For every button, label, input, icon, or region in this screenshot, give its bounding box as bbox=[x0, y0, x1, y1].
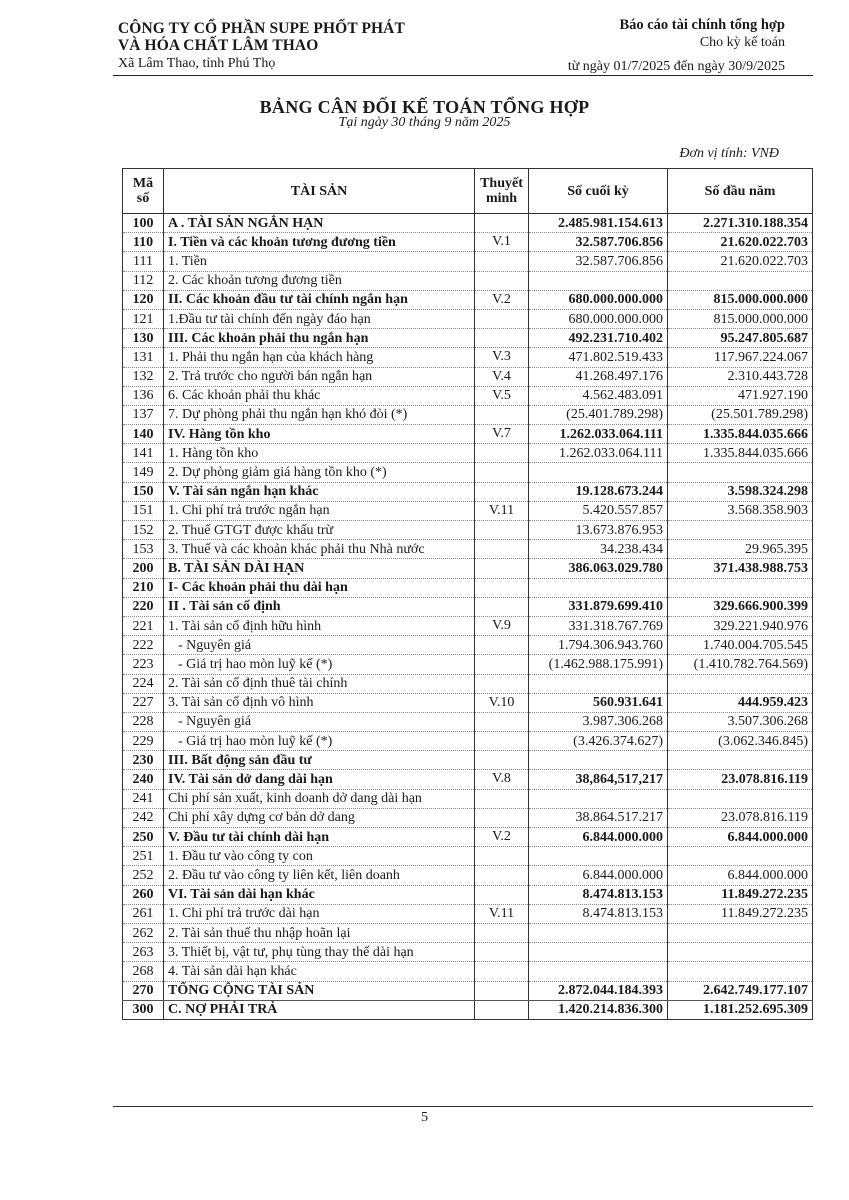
row-code: 100 bbox=[123, 214, 164, 233]
header-note: Thuyết minh bbox=[475, 169, 529, 214]
row-ending-balance: 1.420.214.836.300 bbox=[529, 1000, 668, 1019]
row-ending-balance: 34.238.434 bbox=[529, 540, 668, 559]
row-code: 224 bbox=[123, 674, 164, 693]
row-beginning-balance: 2.310.443.728 bbox=[668, 367, 813, 386]
row-ending-balance bbox=[529, 751, 668, 770]
row-beginning-balance: 1.740.004.705.545 bbox=[668, 636, 813, 655]
report-header bbox=[568, 17, 785, 75]
row-ending-balance bbox=[529, 789, 668, 808]
row-note: V.8 bbox=[475, 770, 529, 789]
row-ending-balance bbox=[529, 674, 668, 693]
table-header-row bbox=[123, 169, 813, 214]
row-beginning-balance: 3.568.358.903 bbox=[668, 501, 813, 520]
footer-divider bbox=[113, 1106, 813, 1107]
header-assets: TÀI SẢN bbox=[164, 169, 475, 214]
row-note: V.1 bbox=[475, 233, 529, 252]
table-row bbox=[123, 521, 813, 540]
company-name-line2: VÀ HÓA CHẤT LÂM THAO bbox=[118, 37, 319, 54]
row-beginning-balance bbox=[668, 923, 813, 942]
table-row bbox=[123, 309, 813, 328]
row-ending-balance: 386.063.029.780 bbox=[529, 559, 668, 578]
table-row bbox=[123, 770, 813, 789]
row-note: V.5 bbox=[475, 386, 529, 405]
row-note bbox=[475, 847, 529, 866]
document-subtitle: Tại ngày 30 tháng 9 năm 2025 bbox=[338, 115, 511, 130]
row-code: 230 bbox=[123, 751, 164, 770]
row-note: V.7 bbox=[475, 425, 529, 444]
row-note bbox=[475, 214, 529, 233]
row-label: V. Đầu tư tài chính dài hạn bbox=[164, 828, 475, 847]
table-row bbox=[123, 636, 813, 655]
row-code: 153 bbox=[123, 540, 164, 559]
row-code: 261 bbox=[123, 904, 164, 923]
table-row bbox=[123, 463, 813, 482]
row-note bbox=[475, 808, 529, 827]
table-row bbox=[123, 578, 813, 597]
row-beginning-balance: 21.620.022.703 bbox=[668, 233, 813, 252]
row-code: 263 bbox=[123, 943, 164, 962]
row-note: V.2 bbox=[475, 828, 529, 847]
row-label: I. Tiền và các khoản tương đương tiền bbox=[164, 233, 475, 252]
row-label: - Giá trị hao mòn luỹ kế (*) bbox=[164, 655, 475, 674]
row-note: V.11 bbox=[475, 904, 529, 923]
row-note bbox=[475, 597, 529, 616]
row-note bbox=[475, 732, 529, 751]
table-row bbox=[123, 444, 813, 463]
row-note: V.3 bbox=[475, 348, 529, 367]
row-beginning-balance: 23.078.816.119 bbox=[668, 808, 813, 827]
row-label: I- Các khoản phải thu dài hạn bbox=[164, 578, 475, 597]
row-code: 241 bbox=[123, 789, 164, 808]
table-row bbox=[123, 904, 813, 923]
row-note bbox=[475, 329, 529, 348]
row-code: 121 bbox=[123, 309, 164, 328]
row-label: Chi phí sản xuất, kinh doanh dở dang dài hạn bbox=[164, 789, 475, 808]
row-code: 221 bbox=[123, 616, 164, 635]
row-note bbox=[475, 405, 529, 424]
row-label: III. Bất động sản đầu tư bbox=[164, 751, 475, 770]
row-label: 2. Thuế GTGT được khấu trừ bbox=[164, 521, 475, 540]
row-label: IV. Tài sản dở dang dài hạn bbox=[164, 770, 475, 789]
row-code: 252 bbox=[123, 866, 164, 885]
row-note: V.11 bbox=[475, 501, 529, 520]
row-code: 137 bbox=[123, 405, 164, 424]
row-code: 229 bbox=[123, 732, 164, 751]
row-label: 3. Thuế và các khoản khác phải thu Nhà nước bbox=[164, 540, 475, 559]
row-note bbox=[475, 636, 529, 655]
row-ending-balance: 560.931.641 bbox=[529, 693, 668, 712]
row-ending-balance: 13.673.876.953 bbox=[529, 521, 668, 540]
row-note bbox=[475, 521, 529, 540]
row-ending-balance bbox=[529, 463, 668, 482]
table-row bbox=[123, 828, 813, 847]
table-row bbox=[123, 386, 813, 405]
page-number: 5 bbox=[421, 1110, 428, 1125]
row-label: 2. Các khoản tương đương tiền bbox=[164, 271, 475, 290]
row-ending-balance: 1.262.033.064.111 bbox=[529, 444, 668, 463]
balance-sheet-table bbox=[122, 168, 813, 1020]
row-note bbox=[475, 923, 529, 942]
row-ending-balance: 5.420.557.857 bbox=[529, 501, 668, 520]
row-beginning-balance bbox=[668, 847, 813, 866]
row-note bbox=[475, 463, 529, 482]
row-code: 268 bbox=[123, 962, 164, 981]
row-note bbox=[475, 482, 529, 501]
row-ending-balance: 19.128.673.244 bbox=[529, 482, 668, 501]
row-beginning-balance: 329.221.940.976 bbox=[668, 616, 813, 635]
company-address: Xã Lâm Thao, tỉnh Phú Thọ bbox=[118, 56, 276, 71]
row-ending-balance: 6.844.000.000 bbox=[529, 866, 668, 885]
row-ending-balance: 680.000.000.000 bbox=[529, 309, 668, 328]
row-note bbox=[475, 885, 529, 904]
row-label: II . Tài sản cố định bbox=[164, 597, 475, 616]
row-beginning-balance: 23.078.816.119 bbox=[668, 770, 813, 789]
row-label: 1. Chi phí trả trước ngắn hạn bbox=[164, 501, 475, 520]
row-note bbox=[475, 674, 529, 693]
row-label: 1. Tài sản cố định hữu hình bbox=[164, 616, 475, 635]
row-code: 149 bbox=[123, 463, 164, 482]
row-ending-balance bbox=[529, 271, 668, 290]
row-ending-balance: 6.844.000.000 bbox=[529, 828, 668, 847]
row-beginning-balance: 21.620.022.703 bbox=[668, 252, 813, 271]
row-beginning-balance bbox=[668, 943, 813, 962]
row-ending-balance bbox=[529, 578, 668, 597]
row-beginning-balance: 11.849.272.235 bbox=[668, 904, 813, 923]
row-ending-balance: (3.426.374.627) bbox=[529, 732, 668, 751]
report-period: từ ngày 01/7/2025 đến ngày 30/9/2025 bbox=[567, 59, 785, 74]
row-ending-balance: 32.587.706.856 bbox=[529, 252, 668, 271]
row-note bbox=[475, 712, 529, 731]
row-beginning-balance bbox=[668, 521, 813, 540]
row-code: 111 bbox=[123, 252, 164, 271]
row-beginning-balance: 1.181.252.695.309 bbox=[668, 1000, 813, 1019]
row-ending-balance: 41.268.497.176 bbox=[529, 367, 668, 386]
row-code: 260 bbox=[123, 885, 164, 904]
table-row bbox=[123, 252, 813, 271]
row-ending-balance: 1.794.306.943.760 bbox=[529, 636, 668, 655]
row-beginning-balance: (1.410.782.764.569) bbox=[668, 655, 813, 674]
row-beginning-balance: 117.967.224.067 bbox=[668, 348, 813, 367]
table-row bbox=[123, 712, 813, 731]
row-note: V.9 bbox=[475, 616, 529, 635]
row-code: 132 bbox=[123, 367, 164, 386]
row-beginning-balance: 95.247.805.687 bbox=[668, 329, 813, 348]
row-ending-balance: (25.401.789.298) bbox=[529, 405, 668, 424]
row-code: 152 bbox=[123, 521, 164, 540]
row-label: 1. Hàng tồn kho bbox=[164, 444, 475, 463]
row-label: 2. Tài sản thuế thu nhập hoãn lại bbox=[164, 923, 475, 942]
header-beginning-balance: Số đầu năm bbox=[668, 169, 813, 214]
row-beginning-balance: 329.666.900.399 bbox=[668, 597, 813, 616]
table-row bbox=[123, 367, 813, 386]
table-row bbox=[123, 751, 813, 770]
row-note bbox=[475, 559, 529, 578]
row-ending-balance: 8.474.813.153 bbox=[529, 904, 668, 923]
row-label: A . TÀI SẢN NGẮN HẠN bbox=[164, 214, 475, 233]
row-beginning-balance: 1.335.844.035.666 bbox=[668, 444, 813, 463]
table-row bbox=[123, 866, 813, 885]
table-body bbox=[123, 214, 813, 1020]
currency-unit: Đơn vị tính: VNĐ bbox=[679, 146, 779, 161]
row-ending-balance bbox=[529, 962, 668, 981]
row-beginning-balance: 1.335.844.035.666 bbox=[668, 425, 813, 444]
row-beginning-balance: 371.438.988.753 bbox=[668, 559, 813, 578]
table-row bbox=[123, 271, 813, 290]
header-code: Mã số bbox=[123, 169, 164, 214]
row-note bbox=[475, 444, 529, 463]
table-row bbox=[123, 425, 813, 444]
row-code: 223 bbox=[123, 655, 164, 674]
row-code: 262 bbox=[123, 923, 164, 942]
row-code: 112 bbox=[123, 271, 164, 290]
row-ending-balance: (1.462.988.175.991) bbox=[529, 655, 668, 674]
table-row bbox=[123, 214, 813, 233]
row-ending-balance: 32.587.706.856 bbox=[529, 233, 668, 252]
table-row bbox=[123, 923, 813, 942]
table-row bbox=[123, 847, 813, 866]
row-beginning-balance bbox=[668, 463, 813, 482]
row-label: 1. Phải thu ngắn hạn của khách hàng bbox=[164, 348, 475, 367]
row-beginning-balance bbox=[668, 789, 813, 808]
row-label: - Giá trị hao mòn luỹ kế (*) bbox=[164, 732, 475, 751]
company-name-line1: CÔNG TY CỔ PHẦN SUPE PHỐT PHÁT bbox=[118, 20, 405, 37]
row-beginning-balance bbox=[668, 751, 813, 770]
row-code: 300 bbox=[123, 1000, 164, 1019]
row-ending-balance: 4.562.483.091 bbox=[529, 386, 668, 405]
row-code: 141 bbox=[123, 444, 164, 463]
row-beginning-balance: 11.849.272.235 bbox=[668, 885, 813, 904]
row-label: 4. Tài sản dài hạn khác bbox=[164, 962, 475, 981]
table-row bbox=[123, 693, 813, 712]
row-ending-balance: 38.864.517.217 bbox=[529, 808, 668, 827]
row-beginning-balance: (25.501.789.298) bbox=[668, 405, 813, 424]
table-row bbox=[123, 1000, 813, 1019]
row-note: V.10 bbox=[475, 693, 529, 712]
table-row bbox=[123, 732, 813, 751]
table-row bbox=[123, 943, 813, 962]
row-note bbox=[475, 943, 529, 962]
document-title: BẢNG CÂN ĐỐI KẾ TOÁN TỔNG HỢP bbox=[259, 97, 590, 117]
table-row bbox=[123, 597, 813, 616]
row-ending-balance bbox=[529, 847, 668, 866]
row-code: 150 bbox=[123, 482, 164, 501]
row-ending-balance: 331.318.767.769 bbox=[529, 616, 668, 635]
table-row bbox=[123, 482, 813, 501]
row-label: 2. Tài sản cố định thuê tài chính bbox=[164, 674, 475, 693]
row-beginning-balance: 3.507.306.268 bbox=[668, 712, 813, 731]
row-note bbox=[475, 1000, 529, 1019]
row-beginning-balance: 29.965.395 bbox=[668, 540, 813, 559]
table-row bbox=[123, 616, 813, 635]
row-note: V.4 bbox=[475, 367, 529, 386]
row-label: 2. Đầu tư vào công ty liên kết, liên doanh bbox=[164, 866, 475, 885]
row-label: C. NỢ PHẢI TRẢ bbox=[164, 1000, 475, 1019]
row-ending-balance: 38,864,517,217 bbox=[529, 770, 668, 789]
row-label: B. TÀI SẢN DÀI HẠN bbox=[164, 559, 475, 578]
row-label: - Nguyên giá bbox=[164, 636, 475, 655]
company-header bbox=[118, 20, 405, 73]
table-row bbox=[123, 559, 813, 578]
row-code: 227 bbox=[123, 693, 164, 712]
row-ending-balance: 2.485.981.154.613 bbox=[529, 214, 668, 233]
table-row bbox=[123, 962, 813, 981]
row-code: 240 bbox=[123, 770, 164, 789]
row-note: V.2 bbox=[475, 290, 529, 309]
row-label: V. Tài sản ngắn hạn khác bbox=[164, 482, 475, 501]
table-row bbox=[123, 501, 813, 520]
header-ending-balance: Số cuối kỳ bbox=[529, 169, 668, 214]
table-row bbox=[123, 540, 813, 559]
table-row bbox=[123, 348, 813, 367]
row-beginning-balance: 2.642.749.177.107 bbox=[668, 981, 813, 1000]
row-code: 200 bbox=[123, 559, 164, 578]
row-note bbox=[475, 789, 529, 808]
table-row bbox=[123, 405, 813, 424]
row-note bbox=[475, 655, 529, 674]
table-row bbox=[123, 674, 813, 693]
row-ending-balance bbox=[529, 943, 668, 962]
row-ending-balance: 3.987.306.268 bbox=[529, 712, 668, 731]
row-ending-balance: 680.000.000.000 bbox=[529, 290, 668, 309]
row-label: 1. Đầu tư vào công ty con bbox=[164, 847, 475, 866]
row-note bbox=[475, 271, 529, 290]
row-beginning-balance bbox=[668, 674, 813, 693]
report-title: Báo cáo tài chính tổng hợp bbox=[619, 17, 785, 33]
row-label: 2. Dự phòng giảm giá hàng tồn kho (*) bbox=[164, 463, 475, 482]
row-label: 3. Thiết bị, vật tư, phụ tùng thay thế dài hạn bbox=[164, 943, 475, 962]
row-label: VI. Tài sản dài hạn khác bbox=[164, 885, 475, 904]
row-label: 1.Đầu tư tài chính đến ngày đáo hạn bbox=[164, 309, 475, 328]
table-row bbox=[123, 789, 813, 808]
row-ending-balance: 331.879.699.410 bbox=[529, 597, 668, 616]
row-label: III. Các khoản phải thu ngắn hạn bbox=[164, 329, 475, 348]
row-code: 251 bbox=[123, 847, 164, 866]
row-code: 136 bbox=[123, 386, 164, 405]
row-code: 130 bbox=[123, 329, 164, 348]
row-beginning-balance: 471.927.190 bbox=[668, 386, 813, 405]
row-beginning-balance: 6.844.000.000 bbox=[668, 828, 813, 847]
row-note bbox=[475, 981, 529, 1000]
row-code: 151 bbox=[123, 501, 164, 520]
row-label: 7. Dự phòng phải thu ngắn hạn khó đòi (*) bbox=[164, 405, 475, 424]
row-ending-balance: 2.872.044.184.393 bbox=[529, 981, 668, 1000]
row-label: 1. Chi phí trả trước dài hạn bbox=[164, 904, 475, 923]
row-code: 228 bbox=[123, 712, 164, 731]
table-row bbox=[123, 290, 813, 309]
row-ending-balance bbox=[529, 923, 668, 942]
row-note bbox=[475, 309, 529, 328]
row-code: 242 bbox=[123, 808, 164, 827]
row-code: 140 bbox=[123, 425, 164, 444]
row-label: Chi phí xây dựng cơ bản dở dang bbox=[164, 808, 475, 827]
row-beginning-balance: 815.000.000.000 bbox=[668, 290, 813, 309]
row-code: 210 bbox=[123, 578, 164, 597]
row-beginning-balance: 815.000.000.000 bbox=[668, 309, 813, 328]
row-note bbox=[475, 578, 529, 597]
row-note bbox=[475, 962, 529, 981]
row-code: 110 bbox=[123, 233, 164, 252]
row-label: II. Các khoản đầu tư tài chính ngắn hạn bbox=[164, 290, 475, 309]
row-ending-balance: 8.474.813.153 bbox=[529, 885, 668, 904]
table-row bbox=[123, 808, 813, 827]
row-code: 250 bbox=[123, 828, 164, 847]
row-label: 2. Trả trước cho người bán ngắn hạn bbox=[164, 367, 475, 386]
table-row bbox=[123, 233, 813, 252]
report-period-label: Cho kỳ kế toán bbox=[699, 35, 785, 50]
row-beginning-balance bbox=[668, 962, 813, 981]
row-code: 120 bbox=[123, 290, 164, 309]
row-ending-balance: 492.231.710.402 bbox=[529, 329, 668, 348]
table-row bbox=[123, 655, 813, 674]
row-note bbox=[475, 252, 529, 271]
row-note bbox=[475, 866, 529, 885]
row-label: 1. Tiền bbox=[164, 252, 475, 271]
row-beginning-balance: 6.844.000.000 bbox=[668, 866, 813, 885]
row-code: 222 bbox=[123, 636, 164, 655]
row-code: 131 bbox=[123, 348, 164, 367]
row-label: TỔNG CỘNG TÀI SẢN bbox=[164, 981, 475, 1000]
row-label: - Nguyên giá bbox=[164, 712, 475, 731]
row-note bbox=[475, 751, 529, 770]
row-label: IV. Hàng tồn kho bbox=[164, 425, 475, 444]
row-code: 220 bbox=[123, 597, 164, 616]
table-row bbox=[123, 885, 813, 904]
row-beginning-balance bbox=[668, 578, 813, 597]
row-beginning-balance bbox=[668, 271, 813, 290]
row-ending-balance: 471.802.519.433 bbox=[529, 348, 668, 367]
row-code: 270 bbox=[123, 981, 164, 1000]
header-divider bbox=[113, 75, 813, 76]
table-row bbox=[123, 981, 813, 1000]
row-beginning-balance: 3.598.324.298 bbox=[668, 482, 813, 501]
row-beginning-balance: 2.271.310.188.354 bbox=[668, 214, 813, 233]
table-row bbox=[123, 329, 813, 348]
row-beginning-balance: 444.959.423 bbox=[668, 693, 813, 712]
row-beginning-balance: (3.062.346.845) bbox=[668, 732, 813, 751]
row-ending-balance: 1.262.033.064.111 bbox=[529, 425, 668, 444]
row-note bbox=[475, 540, 529, 559]
row-label: 3. Tài sản cố định vô hình bbox=[164, 693, 475, 712]
row-label: 6. Các khoản phải thu khác bbox=[164, 386, 475, 405]
